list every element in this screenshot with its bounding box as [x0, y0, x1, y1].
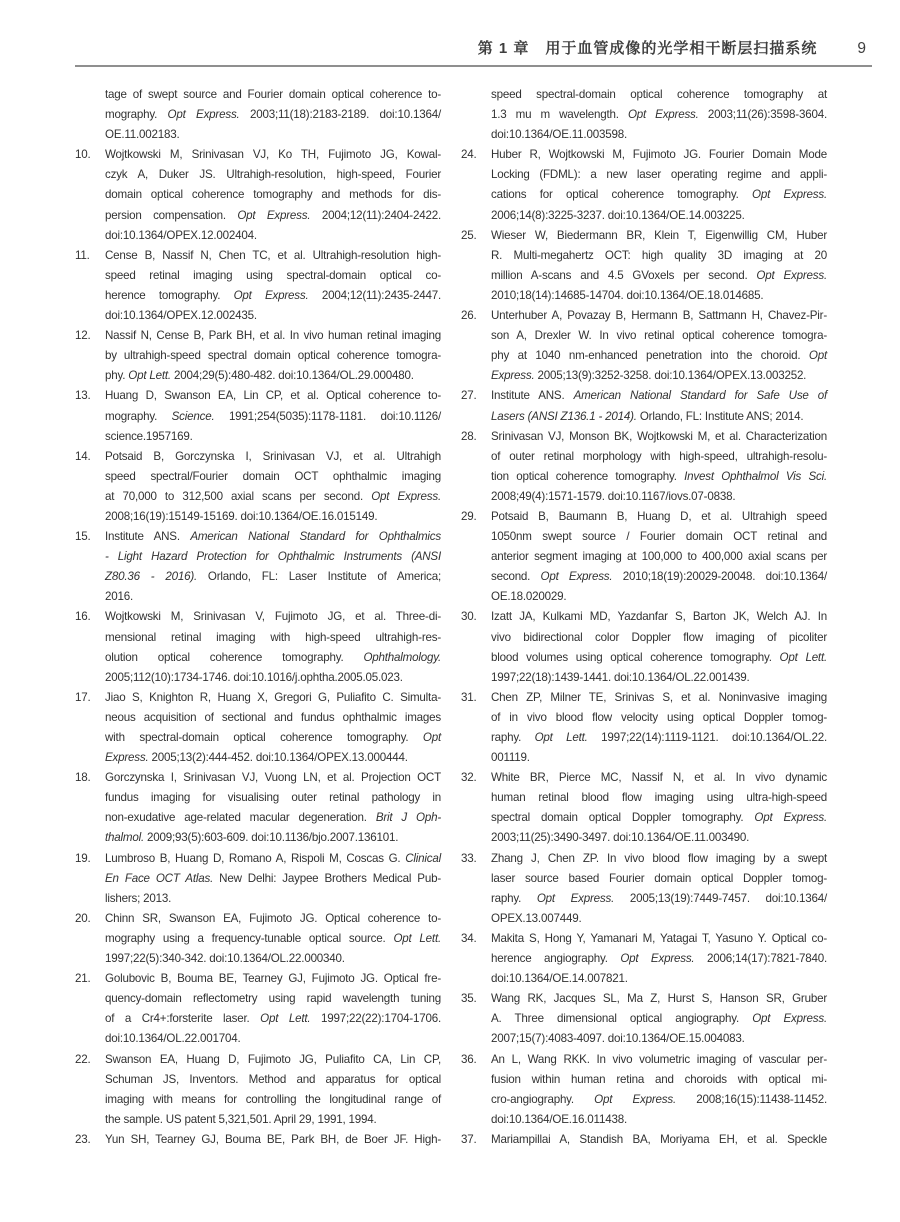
reference-line: 2007;15(7):4083-4097. doi:10.1364/OE.15.004083. [491, 1032, 745, 1046]
reference-line: phy. Opt Lett. 2004;29(5):480-482. doi:10.1364/OL.29.000480. [105, 369, 414, 383]
reference-line: persion compensation. Opt Express. 2004;12(11):2404-2422. [105, 208, 441, 222]
reference-text [491, 1050, 827, 1130]
journal-title-italic: Opt [422, 731, 441, 744]
reference-line: anterior segment imaging at 100,000 to 400,000 axial scans per [491, 550, 827, 564]
journal-title-italic: Opt Lett. [260, 1012, 311, 1026]
reference-line: non-exudative age-related macular degeneration. Brit J Oph- [105, 811, 441, 825]
reference-line: Cense B, Nassif N, Chen TC, et al. Ultrahigh-resolution high- [105, 248, 441, 262]
journal-title-italic: thalmol. [105, 831, 144, 845]
reference-number: 36. [461, 1052, 477, 1066]
reference-line: herence tomography. Opt Express. 2004;12(11):2435-2447. [105, 288, 441, 302]
reference-text [105, 527, 441, 607]
reference-item [75, 849, 441, 909]
journal-title-italic: Opt Lett. [534, 731, 588, 744]
reference-line: herence angiography. Opt Express. 2006;14(17):7821-7840. [491, 952, 827, 966]
reference-line: doi:10.1364/OPEX.12.002404. [105, 228, 257, 242]
reference-number: 32. [461, 771, 477, 785]
journal-title-italic: Opt Express. [754, 811, 827, 825]
journal-title-italic: Opt Express. [752, 188, 827, 202]
journal-title-italic: Opt Express. [167, 108, 240, 122]
reference-line: the sample. US patent 5,321,501. April 29, 1991, 1994. [105, 1112, 377, 1126]
reference-line: spectral domain optical Doppler tomography. Opt Express. [491, 811, 827, 825]
reference-number: 33. [461, 851, 477, 865]
reference-line: human retinal blood flow imaging using ultra-high-speed [491, 791, 827, 805]
reference-line [105, 547, 441, 567]
reference-text [105, 386, 441, 446]
reference-text [491, 507, 827, 607]
reference-number: 13. [75, 389, 91, 403]
page-header [0, 0, 900, 67]
reference-text [105, 768, 441, 848]
reference-number: 21. [75, 972, 91, 986]
reference-number: 35. [461, 992, 477, 1006]
journal-title-italic: En Face OCT Atlas. [105, 871, 214, 885]
reference-text [105, 145, 441, 245]
reference-line: Wieser W, Biedermann BR, Klein T, Eigenwillig CM, Huber [491, 228, 827, 242]
journal-title-italic: Opt Lett. [128, 369, 171, 383]
reference-text [491, 85, 827, 145]
reference-item [461, 607, 827, 687]
reference-line: mensional retinal imaging with high-speed ultrahigh-res- [105, 630, 441, 644]
reference-line: An L, Wang RKK. In vivo volumetric imaging of vascular per- [491, 1052, 827, 1066]
reference-item [75, 447, 441, 527]
reference-line: Huber R, Wojtkowski M, Fujimoto JG. Fourier Domain Mode [491, 148, 827, 162]
reference-item [75, 527, 441, 607]
reference-item [461, 427, 827, 507]
reference-line: doi:10.1364/OL.22.001704. [105, 1032, 241, 1046]
reference-line: cro-angiography. Opt Express. 2008;16(15):11438-11452. [491, 1092, 827, 1106]
references-section [75, 85, 827, 1150]
reference-text [491, 768, 827, 848]
reference-line: olution optical coherence tomography. Ophthalmology. [105, 650, 441, 664]
reference-line: fusion within human retina and choroids with optical mi- [491, 1072, 827, 1086]
reference-item [461, 1130, 827, 1150]
reference-item [461, 226, 827, 306]
reference-number: 20. [75, 911, 91, 925]
reference-text [105, 326, 441, 386]
reference-number: 10. [75, 148, 91, 162]
reference-text [491, 386, 827, 426]
reference-item [75, 326, 441, 386]
reference-line: Z80.36 - 2016). Orlando, FL: Laser Institute of America; [105, 570, 441, 584]
references-column-left [75, 85, 441, 1150]
reference-item [461, 849, 827, 929]
reference-line: science.1957169. [105, 429, 193, 443]
reference-line: 2010;18(14):14685-14704. doi:10.1364/OE.18.014685. [491, 288, 764, 302]
reference-line: of outer retinal morphology with high-speed, ultrahigh-resolu- [491, 449, 827, 463]
reference-number: 25. [461, 228, 477, 242]
reference-line: of a Cr4+:forsterite laser. Opt Lett. 1997;22(22):1704-1706. [105, 1012, 441, 1026]
reference-line: cations for optical coherence tomography. Opt Express. [491, 188, 827, 202]
reference-number: 15. [75, 530, 91, 544]
reference-item [461, 989, 827, 1049]
reference-line: 2006;14(8):3225-3237. doi:10.1364/OE.14.003225. [491, 208, 745, 222]
reference-text [491, 306, 827, 386]
reference-item [461, 688, 827, 768]
journal-title-italic: Clinical [405, 851, 441, 865]
reference-number: 18. [75, 771, 91, 785]
reference-number: 16. [75, 610, 91, 624]
reference-item [75, 1130, 441, 1150]
reference-line: vivo bidirectional color Doppler flow imaging of picoliter [491, 630, 827, 644]
reference-line: 2005;112(10):1734-1746. doi:10.1016/j.ophtha.2005.05.023. [105, 670, 403, 684]
journal-title-italic: Science. [171, 409, 215, 423]
journal-title-italic: Opt Express. [540, 570, 613, 584]
reference-item [75, 688, 441, 768]
reference-item [461, 306, 827, 386]
reference-line: doi:10.1364/OE.11.003598. [491, 128, 627, 142]
reference-line: 2016. [105, 590, 134, 604]
reference-line: R. Multi-megahertz OCT: high quality 3D imaging at 20 [491, 248, 827, 262]
reference-line: Wojtkowski M, Srinivasan V, Fujimoto JG, et al. Three-di- [105, 610, 441, 624]
reference-line: White BR, Pierce MC, Nassif N, et al. In vivo dynamic [491, 771, 827, 785]
reference-number: 34. [461, 931, 477, 945]
reference-text [491, 929, 827, 989]
reference-line: Lasers (ANSI Z136.1 - 2014). Orlando, FL: Institute ANS; 2014. [491, 409, 804, 423]
reference-line: lishers; 2013. [105, 891, 172, 905]
reference-item [461, 1050, 827, 1130]
reference-line: Unterhuber A, Povazay B, Hermann B, Sattmann H, Chavez-Pir- [491, 309, 827, 323]
reference-line: Golubovic B, Bouma BE, Tearney GJ, Fujimoto JG. Optical fre- [105, 972, 441, 986]
reference-line: at 70,000 to 312,500 axial scans per second. Opt Express. [105, 489, 441, 503]
reference-line: Potsaid B, Baumann B, Huang D, et al. Ultrahigh speed [491, 509, 827, 523]
reference-item [75, 969, 441, 1049]
journal-title-italic: Lasers (ANSI Z136.1 - 2014). [491, 409, 637, 423]
reference-line: Srinivasan VJ, Monson BK, Wojtkowski M, et al. Characterization [491, 429, 827, 443]
reference-number: 31. [461, 690, 477, 704]
reference-line: 1997;22(5):340-342. doi:10.1364/OL.22.000340. [105, 952, 345, 966]
reference-item [461, 85, 827, 145]
reference-text [491, 688, 827, 768]
reference-line: mography. Opt Express. 2003;11(18):2183-2189. doi:10.1364/ [105, 108, 441, 122]
journal-title-italic: American National Standard for Ophthalmics [190, 530, 441, 544]
reference-item [461, 145, 827, 225]
reference-text [105, 688, 441, 768]
references-column-right [461, 85, 827, 1150]
reference-text [105, 85, 441, 145]
reference-number: 26. [461, 309, 477, 323]
reference-text [491, 849, 827, 929]
journal-title-italic: Opt Express. [752, 1012, 827, 1026]
journal-title-italic: Opt Express. [233, 288, 309, 302]
reference-line: Locking (FDML): a new laser operating regime and appli- [491, 168, 827, 182]
reference-line: tage of swept source and Fourier domain optical coherence to- [105, 88, 441, 101]
reference-item [75, 386, 441, 446]
journal-title-italic: Opt Lett. [393, 931, 441, 945]
reference-line: second. Opt Express. 2010;18(19):20029-20048. doi:10.1364/ [491, 570, 827, 584]
reference-number [75, 85, 105, 145]
reference-line: Jiao S, Knighton R, Huang X, Gregori G, Puliafito C. Simulta- [105, 690, 441, 704]
reference-number: 22. [75, 1052, 91, 1066]
reference-line: Yun SH, Tearney GJ, Bouma BE, Park BH, de Boer JF. High- [105, 1132, 441, 1146]
reference-line: quency-domain reflectometry using rapid wavelength tuning [105, 992, 441, 1006]
reference-line: doi:10.1364/OE.16.011438. [491, 1112, 627, 1126]
reference-line: Gorczynska I, Srinivasan VJ, Vuong LN, et al. Projection OCT [105, 771, 441, 785]
reference-line: 1050nm swept source / Fourier domain OCT retinal and [491, 530, 827, 544]
reference-line: OE.11.002183. [105, 128, 180, 142]
reference-line: Express. 2005;13(2):444-452. doi:10.1364/OPEX.13.000444. [105, 751, 408, 765]
reference-line: mography using a frequency-tunable optical source. Opt Lett. [105, 931, 441, 945]
reference-line: Wang RK, Jacques SL, Ma Z, Hurst S, Hanson SR, Gruber [491, 992, 827, 1006]
header-rule [75, 65, 872, 67]
reference-text [105, 1050, 441, 1130]
reference-number: 19. [75, 851, 91, 865]
reference-line: Chinn SR, Swanson EA, Fujimoto JG. Optical coherence to- [105, 911, 441, 925]
reference-item [75, 85, 441, 145]
journal-title-italic: Opt [808, 349, 827, 363]
journal-title-italic: Opt Express. [371, 489, 441, 503]
reference-line: neous acquisition of sectional and fundus ophthalmic images [105, 710, 441, 724]
reference-line: mography. Science. 1991;254(5035):1178-1181. doi:10.1126/ [105, 409, 442, 423]
reference-text [105, 447, 441, 527]
reference-number: 37. [461, 1132, 477, 1146]
reference-line: czyk A, Duker JS. Ultrahigh-resolution, high-speed, Fourier [105, 168, 441, 182]
reference-line: by ultrahigh-speed spectral domain optical coherence tomogra- [105, 349, 441, 363]
reference-line: speed spectral-domain optical coherence tomography at [491, 88, 827, 101]
reference-line: Huang D, Swanson EA, Lin CP, et al. Optical coherence to- [105, 389, 441, 403]
reference-text [491, 1130, 827, 1150]
chapter-title: 第 1 章 用于血管成像的光学相干断层扫描系统 [477, 40, 818, 57]
reference-text [491, 226, 827, 306]
reference-line: laser source based Fourier domain optical Doppler tomog- [491, 871, 827, 885]
reference-line: domain optical coherence tomography and methods for dis- [105, 188, 441, 202]
reference-line: Zhang J, Chen ZP. In vivo blood flow imaging by a swept [491, 851, 827, 865]
reference-item [75, 246, 441, 326]
reference-line: 2008;16(19):15149-15169. doi:10.1364/OE.16.015149. [105, 509, 378, 523]
reference-line: Makita S, Hong Y, Yamanari M, Yatagai T, Yasuno Y. Optical co- [491, 931, 827, 945]
reference-line: thalmol. 2009;93(5):603-609. doi:10.1136/bjo.2007.136101. [105, 831, 399, 845]
reference-line: Chen ZP, Milner TE, Srinivas S, et al. Noninvasive imaging [491, 690, 827, 704]
reference-item [75, 909, 441, 969]
reference-line: 1.3 mu m wavelength. Opt Express. 2003;11(26):3598-3604. [491, 108, 827, 122]
reference-line: tion optical coherence tomography. Invest Ophthalmol Vis Sci. [491, 469, 828, 483]
running-head [0, 0, 900, 58]
journal-title-italic: - Light Hazard Protection for Ophthalmic Instruments (ANSI [105, 550, 441, 564]
reference-line: raphy. Opt Lett. 1997;22(14):1119-1121. doi:10.1364/OL.22. [491, 731, 827, 744]
journal-title-italic: Z80.36 - 2016). [105, 570, 198, 584]
journal-title-italic: American National Standard for Safe Use of [573, 389, 827, 403]
reference-line: doi:10.1364/OE.14.007821. [491, 972, 628, 986]
journal-title-italic: Express. [105, 751, 149, 765]
reference-text [491, 427, 827, 507]
reference-number: 28. [461, 429, 477, 443]
reference-line: speed spectral/Fourier domain OCT ophthalmic imaging [105, 469, 441, 483]
reference-line: speed retinal imaging using spectral-domain optical co- [105, 268, 441, 282]
journal-title-italic: Opt Express. [536, 891, 615, 905]
reference-number: 24. [461, 148, 477, 162]
reference-line: Lumbroso B, Huang D, Romano A, Rispoli M, Coscas G. Clinical [105, 851, 441, 865]
reference-item [75, 607, 441, 687]
reference-line: OPEX.13.007449. [491, 911, 582, 925]
reference-line: Institute ANS. American National Standard for Ophthalmics [105, 530, 441, 544]
reference-line: Swanson EA, Huang D, Fujimoto JG, Puliafito CA, Lin CP, [105, 1052, 441, 1066]
reference-text [491, 989, 827, 1049]
reference-text [105, 849, 441, 909]
reference-line: fundus imaging for visualising outer retinal pathology in [105, 791, 441, 805]
page-number: 9 [857, 40, 866, 57]
reference-line: raphy. Opt Express. 2005;13(19):7449-7457. doi:10.1364/ [491, 891, 827, 905]
journal-title-italic: Opt Express. [620, 952, 695, 966]
reference-line: 1997;22(18):1439-1441. doi:10.1364/OL.22.001439. [491, 670, 750, 684]
reference-line: Institute ANS. American National Standard for Safe Use of [491, 389, 827, 403]
reference-text [491, 145, 827, 225]
reference-item [461, 929, 827, 989]
reference-line: Mariampillai A, Standish BA, Moriyama EH, et al. Speckle [491, 1132, 827, 1146]
journal-title-italic: Opt Express. [237, 208, 311, 222]
reference-text [491, 607, 827, 687]
reference-line: 2008;49(4):1571-1579. doi:10.1167/iovs.07-0838. [491, 489, 736, 503]
journal-title-italic: Opt Express. [756, 268, 827, 282]
reference-text [105, 607, 441, 687]
reference-item [75, 1050, 441, 1130]
journal-title-italic: Opt Express. [594, 1092, 676, 1106]
reference-line: A. Three dimensional optical angiography. Opt Express. [491, 1012, 827, 1026]
reference-number: 17. [75, 690, 91, 704]
reference-line: Schuman JS, Inventors. Method and apparatus for optical [105, 1072, 441, 1086]
reference-line: En Face OCT Atlas. New Delhi: Jaypee Brothers Medical Pub- [105, 871, 441, 885]
reference-line: with spectral-domain optical coherence tomography. Opt [105, 731, 441, 744]
journal-title-italic: Brit J Oph- [375, 811, 441, 825]
reference-number: 29. [461, 509, 477, 523]
reference-item [461, 386, 827, 426]
journal-title-italic: Opt Express. [627, 108, 699, 122]
reference-line: Izatt JA, Kulkami MD, Yazdanfar S, Barton JK, Welch AJ. In [491, 610, 827, 624]
reference-number: 27. [461, 389, 477, 403]
reference-number: 12. [75, 329, 91, 343]
reference-line: Nassif N, Cense B, Park BH, et al. In vivo human retinal imaging [105, 329, 441, 343]
reference-line: million A-scans and 4.5 GVoxels per second. Opt Express. [491, 268, 827, 282]
reference-line: Wojtkowski M, Srinivasan VJ, Ko TH, Fujimoto JG, Kowal- [105, 148, 441, 162]
reference-item [75, 768, 441, 848]
reference-number [461, 85, 491, 145]
reference-item [461, 768, 827, 848]
reference-number: 14. [75, 449, 91, 463]
reference-line: imaging with means for controlling the longitudinal range of [105, 1092, 441, 1106]
reference-line: Express. 2005;13(9):3252-3258. doi:10.1364/OPEX.13.003252. [491, 369, 807, 383]
reference-text [105, 246, 441, 326]
reference-line: OE.18.020029. [491, 590, 567, 604]
reference-number: 30. [461, 610, 477, 624]
journal-title-italic: Invest Ophthalmol Vis Sci. [684, 469, 828, 483]
reference-line: Potsaid B, Gorczynska I, Srinivasan VJ, et al. Ultrahigh [105, 449, 441, 463]
reference-number: 11. [75, 248, 90, 262]
reference-item [75, 145, 441, 245]
reference-line: doi:10.1364/OPEX.12.002435. [105, 309, 257, 323]
reference-line: phy at 1040 nm-enhanced penetration into the choroid. Opt [491, 349, 827, 363]
reference-text [105, 1130, 441, 1150]
reference-line: 001119. [491, 751, 530, 765]
journal-title-italic: Ophthalmology. [363, 650, 441, 664]
reference-number: 23. [75, 1132, 91, 1146]
reference-text [105, 909, 441, 969]
journal-title-italic: Opt Lett. [779, 650, 827, 664]
reference-line: of in vivo blood flow velocity using optical Doppler tomog- [491, 710, 827, 724]
reference-line: 2003;11(25):3490-3497. doi:10.1364/OE.11.003490. [491, 831, 750, 845]
journal-title-italic: Express. [491, 369, 535, 383]
reference-line: son A, Drexler W. In vivo retinal optical coherence tomogra- [491, 329, 827, 343]
reference-item [461, 507, 827, 607]
reference-text [105, 969, 441, 1049]
reference-line: blood volumes using optical coherence tomography. Opt Lett. [491, 650, 827, 664]
